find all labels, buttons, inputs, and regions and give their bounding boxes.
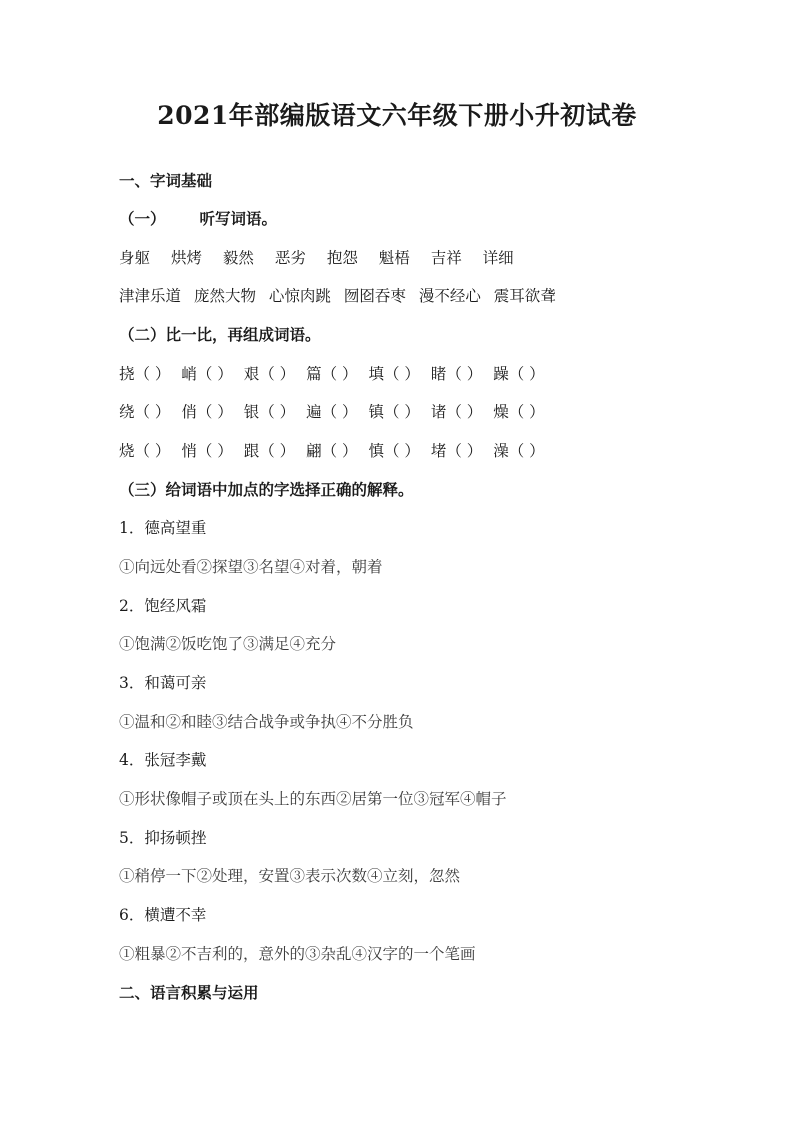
dictation-idiom: 囫囵吞枣 bbox=[343, 287, 406, 305]
compare-item: 峭（ ） bbox=[181, 365, 233, 383]
dictation-idiom: 津津乐道 bbox=[119, 287, 182, 305]
question-options: ①向远处看②探望③名望④对着，朝着 bbox=[119, 558, 383, 576]
dictation-row-1 bbox=[119, 248, 514, 268]
compare-item: 艰（ ） bbox=[243, 365, 296, 383]
dictation-word: 身躯 bbox=[119, 249, 151, 267]
compare-item: 躁（ ） bbox=[493, 365, 545, 383]
compare-row-2 bbox=[119, 402, 551, 422]
dictation-word: 烘烤 bbox=[170, 249, 202, 267]
compare-item: 跟（ ） bbox=[243, 442, 296, 460]
question-options: ①稍停一下②处理，安置③表示次数④立刻，忽然 bbox=[119, 867, 461, 885]
compare-item: 悄（ ） bbox=[181, 442, 233, 460]
compare-item: 俏（ ） bbox=[181, 403, 233, 421]
question-options: ①温和②和睦③结合战争或争执④不分胜负 bbox=[119, 713, 414, 731]
dictation-idiom: 心惊肉跳 bbox=[268, 287, 331, 305]
part-1-label: （一） bbox=[119, 209, 166, 228]
question-options: ①形状像帽子或顶在头上的东西②居第一位③冠军④帽子 bbox=[119, 790, 507, 808]
dictation-row-2 bbox=[119, 286, 556, 306]
question-word: 5．抑扬顿挫 bbox=[119, 829, 207, 847]
dictation-word: 魁梧 bbox=[378, 249, 410, 267]
section-2-heading: 二、语言积累与运用 bbox=[119, 983, 259, 1002]
question-word: 3．和蔼可亲 bbox=[119, 674, 207, 692]
question-options: ①粗暴②不吉利的，意外的③杂乱④汉字的一个笔画 bbox=[119, 945, 476, 963]
compare-row-1 bbox=[119, 364, 551, 384]
dictation-word: 毅然 bbox=[222, 249, 254, 267]
compare-item: 填（ ） bbox=[368, 365, 420, 383]
dictation-word: 吉祥 bbox=[430, 249, 462, 267]
compare-item: 慎（ ） bbox=[368, 442, 420, 460]
section-1-heading: 一、字词基础 bbox=[119, 171, 213, 190]
dictation-word: 恶劣 bbox=[274, 249, 306, 267]
compare-item: 睹（ ） bbox=[430, 365, 483, 383]
page-title: 2021年部编版语文六年级下册小升初试卷 bbox=[157, 101, 637, 130]
compare-item: 澡（ ） bbox=[493, 442, 545, 460]
compare-item: 翩（ ） bbox=[306, 442, 358, 460]
compare-item: 镇（ ） bbox=[368, 403, 420, 421]
question-options: ①饱满②饭吃饱了③满足④充分 bbox=[119, 635, 337, 653]
dictation-idiom: 漫不经心 bbox=[418, 287, 481, 305]
compare-item: 绕（ ） bbox=[119, 403, 171, 421]
part-2-heading: （二）比一比，再组成词语。 bbox=[119, 325, 321, 344]
compare-item: 燥（ ） bbox=[493, 403, 545, 421]
dictation-idiom: 庞然大物 bbox=[193, 287, 256, 305]
question-word: 4．张冠李戴 bbox=[119, 751, 207, 769]
compare-item: 银（ ） bbox=[243, 403, 296, 421]
part-1-text: 听写词语。 bbox=[199, 209, 278, 228]
compare-item: 挠（ ） bbox=[119, 365, 171, 383]
compare-item: 堵（ ） bbox=[430, 442, 483, 460]
question-word: 2．饱经风霜 bbox=[119, 597, 207, 615]
compare-item: 篇（ ） bbox=[306, 365, 358, 383]
compare-item: 烧（ ） bbox=[119, 442, 171, 460]
compare-row-3 bbox=[119, 441, 551, 461]
dictation-word: 抱怨 bbox=[326, 249, 358, 267]
part-3-heading: （三）给词语中加点的字选择正确的解释。 bbox=[119, 480, 414, 499]
question-word: 1．德高望重 bbox=[119, 519, 207, 537]
compare-item: 诸（ ） bbox=[430, 403, 483, 421]
question-word: 6．横遭不幸 bbox=[119, 906, 207, 924]
compare-item: 遍（ ） bbox=[306, 403, 358, 421]
part-1-heading bbox=[119, 209, 277, 229]
dictation-word: 详细 bbox=[482, 249, 514, 267]
dictation-idiom: 震耳欲聋 bbox=[493, 287, 556, 305]
